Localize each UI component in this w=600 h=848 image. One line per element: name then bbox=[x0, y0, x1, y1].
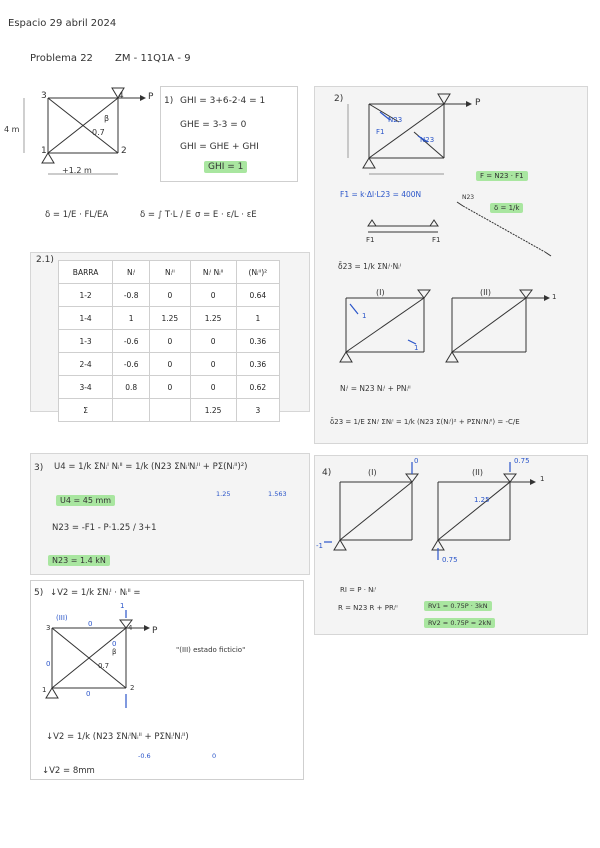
gh-line-1: GHI = 3+6-2·4 = 1 bbox=[180, 96, 266, 106]
node-2: 2 bbox=[121, 146, 127, 156]
table-header-row bbox=[59, 261, 280, 284]
sec5-node-2: 2 bbox=[130, 684, 135, 692]
sec3-label: 3) bbox=[34, 463, 44, 473]
cell: 1-4 bbox=[59, 307, 113, 330]
sec2-n-label: N23 bbox=[462, 194, 475, 201]
table-section: 2.1) bbox=[36, 255, 54, 265]
cell bbox=[113, 399, 150, 422]
header-ni1: Nᵢᴵ bbox=[113, 261, 150, 284]
cell: 0.36 bbox=[236, 353, 279, 376]
table-row bbox=[59, 284, 280, 307]
sec2-nb: N23 bbox=[420, 136, 435, 144]
sec4-rv2-wrap bbox=[424, 619, 495, 627]
header-ni2-squared: (Nᵢᴵᴵ)² bbox=[236, 261, 279, 284]
state-II-one: 1 bbox=[552, 293, 557, 301]
sec2-ni: Nᵢᴵ = N23 Nᵢᴵ + PNᵢᴵᴵ bbox=[340, 384, 411, 393]
state-I-one-b: 1 bbox=[414, 344, 419, 352]
cell bbox=[150, 399, 190, 422]
gh-section: 1) bbox=[164, 96, 174, 106]
truss-state-4II bbox=[430, 460, 550, 570]
cell: 1.25 bbox=[190, 399, 236, 422]
node-4: 4 bbox=[118, 91, 124, 101]
node-1: 1 bbox=[41, 146, 47, 156]
header-barra: BARRA bbox=[59, 261, 113, 284]
sec2-n23-label: N23 bbox=[388, 116, 403, 124]
cell: 0.64 bbox=[236, 284, 279, 307]
sec4-rv1: RV1 = 0.75P · 3kN bbox=[424, 601, 492, 611]
sec2-f1: F1 bbox=[376, 128, 385, 136]
sec5-eq2: ↓V2 = 1/k (N23 ΣNᵢᴵNᵢᴵᴵ + PΣNᵢᴵNᵢᴵᴵ) bbox=[46, 732, 189, 742]
formula-2: δ = ∫ T·L / E bbox=[140, 210, 192, 220]
gh-line-3: GHI = GHE + GHI bbox=[180, 142, 259, 152]
sec3-n23-wrap bbox=[48, 556, 110, 565]
header-ni1ni2: Nᵢᴵ Nᵢᴵᴵ bbox=[190, 261, 236, 284]
sec5-node-3: 3 bbox=[46, 624, 51, 632]
cell: 1.25 bbox=[150, 307, 190, 330]
state-I-one-a: 1 bbox=[362, 312, 367, 320]
state-I-label: (I) bbox=[376, 288, 385, 297]
sec2-rhs-wrap bbox=[476, 172, 528, 180]
cell: 0 bbox=[150, 330, 190, 353]
sec3-n23: N23 = -F1 - P·1.25 / 3+1 bbox=[52, 523, 157, 533]
table-row bbox=[59, 376, 280, 399]
header-ni2: Nᵢᴵᴵ bbox=[150, 261, 190, 284]
sec4-I: (I) bbox=[368, 468, 377, 477]
truss-state-II bbox=[444, 290, 557, 365]
sec3-u2: 1.563 bbox=[268, 490, 287, 498]
sec4-top2: 0.75 bbox=[514, 457, 530, 465]
sec3-res-wrap bbox=[56, 496, 115, 505]
state-II-label: (II) bbox=[480, 288, 491, 297]
sec5-label: 5) bbox=[34, 588, 44, 598]
formula-1: δ = 1/E · FL/EA bbox=[45, 210, 109, 220]
sec3-n23-result: N23 = 1.4 kN bbox=[48, 555, 110, 566]
sec3-eq: U4 = 1/k ΣNᵢᴵ Nᵢᴵᴵ = 1/k (N23 ΣNᵢᴵNᵢᴵᴵ + PΣ(Nᵢᴵᴵ)²) bbox=[54, 462, 248, 472]
cell: 2-4 bbox=[59, 353, 113, 376]
sec3-u1: 1.25 bbox=[216, 490, 231, 498]
cell: 0 bbox=[190, 376, 236, 399]
cell: 0 bbox=[150, 353, 190, 376]
sec3-result: U4 = 45 mm bbox=[56, 495, 115, 506]
sec4-rv1-wrap bbox=[424, 602, 492, 610]
sec5-u2: 0 bbox=[212, 752, 217, 760]
sec4-rb2: R = N23 R + PRᵢᴵᴵ bbox=[338, 604, 398, 612]
cell: 0.36 bbox=[236, 330, 279, 353]
sec5-eq: ↓V2 = 1/k ΣNᵢᴵ · Nᵢᴵᴵ = bbox=[50, 588, 141, 598]
cell: 0 bbox=[190, 284, 236, 307]
problem-label: Problema 22 bbox=[30, 53, 93, 64]
sec5-node-4: 4 bbox=[128, 624, 133, 632]
cell: 0 bbox=[190, 330, 236, 353]
truss-state-I bbox=[336, 290, 441, 365]
gh-result: GHI = 1 bbox=[204, 161, 247, 173]
cell: 1-2 bbox=[59, 284, 113, 307]
table-row bbox=[59, 307, 280, 330]
sec5-z3: 0 bbox=[112, 640, 117, 648]
sec4-label: 4) bbox=[322, 468, 332, 478]
sec4-top1: 0 bbox=[414, 457, 419, 465]
sec4-rv2: RV2 = 0.75P = 2kN bbox=[424, 618, 495, 628]
sec2-frac: δ = 1/k bbox=[490, 203, 523, 213]
sec5-p: P bbox=[152, 626, 158, 636]
cell: 1.25 bbox=[190, 307, 236, 330]
cell: 0.62 bbox=[236, 376, 279, 399]
cell: 1 bbox=[236, 307, 279, 330]
sec5-node-1: 1 bbox=[42, 686, 47, 694]
cell: -0.6 bbox=[113, 330, 150, 353]
sec5-u1: -0.6 bbox=[138, 752, 151, 760]
gh-line-2: GHE = 3-3 = 0 bbox=[180, 120, 247, 130]
formula-3: σ = E · ε/L · εE bbox=[195, 210, 257, 220]
sec5-result: ↓V2 = 8mm bbox=[42, 766, 95, 776]
truss-state-4I bbox=[330, 460, 430, 570]
node-3: 3 bbox=[41, 91, 47, 101]
cell: 3 bbox=[236, 399, 279, 422]
sec5-ratio: 0.7 bbox=[98, 662, 110, 670]
sec4-neg: -1 bbox=[316, 542, 323, 550]
table-row bbox=[59, 330, 280, 353]
sec2-label: 2) bbox=[334, 94, 344, 104]
sec5-one: 1 bbox=[120, 602, 125, 610]
sec2-f-right: F1 bbox=[432, 236, 441, 244]
sec4-rb: RI = P · Nᵢᴵ bbox=[340, 586, 376, 594]
sec4-one: 1 bbox=[540, 475, 545, 483]
cell: 1 bbox=[113, 307, 150, 330]
load-p: P bbox=[148, 92, 154, 102]
dim-horizontal: +1.2 m bbox=[62, 166, 92, 175]
cell: -0.8 bbox=[113, 284, 150, 307]
sec4-bot: 0.75 bbox=[442, 556, 458, 564]
cell: Σ bbox=[59, 399, 113, 422]
table-row bbox=[59, 399, 280, 422]
cell: 0 bbox=[190, 353, 236, 376]
dim-vertical: 4 m bbox=[4, 125, 20, 134]
angle-beta: β bbox=[104, 114, 110, 123]
inclined-bar bbox=[455, 200, 555, 260]
sec2-eq: F1 = k·Δl·L23 = 400N bbox=[340, 190, 422, 199]
sec4-mid: 1.25 bbox=[474, 496, 490, 504]
sec2-p: P bbox=[475, 98, 481, 108]
sec5-iii: (III) bbox=[56, 614, 68, 622]
sec2-f-left: F1 bbox=[366, 236, 375, 244]
sec5-z4: 0 bbox=[86, 690, 91, 698]
sec5-note: "(III) estado ficticio" bbox=[176, 646, 246, 654]
table-row bbox=[59, 353, 280, 376]
cell: 3-4 bbox=[59, 376, 113, 399]
cell: -0.6 bbox=[113, 353, 150, 376]
sec2-long: δ̄23 = 1/E ΣNᵢᴵ ΣNᵢᴵ = 1/k (N23 Σ(Nᵢᴵ)² + PΣNᵢᴵNᵢᴵᴵ) = -C/E bbox=[330, 418, 520, 426]
cell: 0 bbox=[150, 284, 190, 307]
truss-figure-5 bbox=[40, 610, 160, 710]
sec5-z2: 0 bbox=[46, 660, 51, 668]
ratio-1: 0.7 bbox=[92, 128, 105, 137]
sec4-II: (II) bbox=[472, 468, 483, 477]
sec5-z1: 0 bbox=[88, 620, 93, 628]
cell: 1-3 bbox=[59, 330, 113, 353]
bars-table bbox=[58, 260, 280, 422]
gh-line-4 bbox=[204, 162, 247, 172]
sec2-rhs: F = N23 · F1 bbox=[476, 171, 528, 181]
cell: 0 bbox=[150, 376, 190, 399]
problem-code: ZM - 11Q1A - 9 bbox=[115, 53, 191, 64]
sec5-beta: β bbox=[112, 648, 117, 656]
cell: 0.8 bbox=[113, 376, 150, 399]
header-date: Espacio 29 abril 2024 bbox=[8, 18, 117, 29]
sec2-d23: δ̄23 = 1/k ΣNᵢᴵ·Nᵢᴵ bbox=[338, 262, 402, 271]
truss-figure-2 bbox=[344, 90, 484, 180]
